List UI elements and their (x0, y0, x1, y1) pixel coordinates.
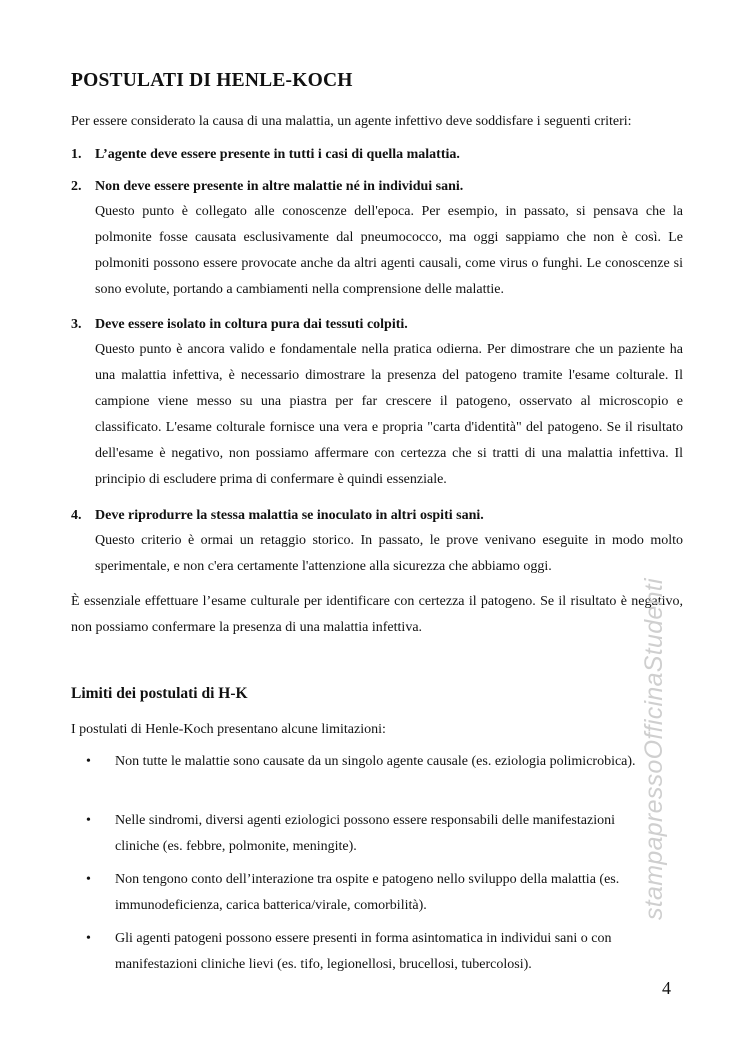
list-item-text: Nelle sindromi, diversi agenti eziologici possono essere responsabili delle manifestazioni cliniche (es. febbre, polmonite, meningite). (115, 813, 615, 854)
bullet-icon: • (86, 931, 91, 946)
limits-intro: I postulati di Henle-Koch presentano alcune limitazioni: (71, 722, 386, 737)
criterion-number: 2. (71, 179, 82, 194)
page-title: POSTULATI DI HENLE-KOCH (71, 70, 353, 91)
criterion-number: 4. (71, 508, 82, 523)
criterion-number: 3. (71, 317, 82, 332)
page-number: 4 (662, 978, 671, 998)
intro-paragraph: Per essere considerato la causa di una malattia, un agente infettivo deve soddisfare i seguenti criteri: (71, 114, 632, 129)
watermark-text: stampapressoOfficinaStudenti (640, 578, 668, 920)
criterion-number: 1. (71, 147, 82, 162)
section-heading-limits: Limiti dei postulati di H-K (71, 685, 248, 702)
criterion-heading: Non deve essere presente in altre malattie né in individui sani. (95, 179, 464, 194)
bullet-icon: • (86, 754, 91, 769)
closing-paragraph: È essenziale effettuare l’esame culturale per identificare con certezza il patogeno. Se il risultato è negativo, non possiamo confermare la presenza di una malattia infettiva. (71, 594, 683, 635)
list-item-text: Non tengono conto dell’interazione tra ospite e patogeno nello sviluppo della malattia (es. immunodeficienza, carica batterica/virale, comorbilità). (115, 872, 620, 913)
criterion-description: Questo punto è collegato alle conoscenze dell'epoca. Per esempio, in passato, si pensava che la polmonite fosse causata esclusivamente dal pneumococco, ma oggi sappiamo che non è così. Le polmoniti possono essere provocate anche da altri agenti causali, come virus o funghi. Le conoscenze si sono evolute, portando a cambiamenti nella comprensione delle malattie. (95, 204, 683, 297)
criterion-heading: L’agente deve essere presente in tutti i casi di quella malattia. (95, 147, 460, 162)
bullet-icon: • (86, 872, 91, 887)
list-item-text: Non tutte le malattie sono causate da un singolo agente causale (es. eziologia polimicrobica). (115, 754, 636, 769)
list-item-text: Gli agenti patogeni possono essere presenti in forma asintomatica in individui sani o con manifestazioni cliniche lievi (es. tifo, legionellosi, brucellosi, tubercolosi). (115, 931, 612, 972)
criterion-description: Questo punto è ancora valido e fondamentale nella pratica odierna. Per dimostrare che un paziente ha una malattia infettiva, è necessario dimostrare la presenza del patogeno tramite l'esame colturale. Il campione viene messo su una piastra per far crescere il patogeno, osservato al microscopio e classificato. L'esame colturale fornisce una vera e propria "carta d'identità" del patogeno. Se il risultato dell'esame è negativo, non possiamo affermare con certezza che si tratti di una malattia infettiva. Il principio di escludere prima di confermare è quindi essenziale. (95, 342, 683, 487)
criterion-heading: Deve riprodurre la stessa malattia se inoculato in altri ospiti sani. (95, 508, 484, 523)
criterion-description: Questo criterio è ormai un retaggio storico. In passato, le prove venivano eseguite in modo molto sperimentale, e non c'era certamente l'attenzione alla sicurezza che abbiamo oggi. (95, 533, 683, 574)
bullet-icon: • (86, 813, 91, 828)
criterion-heading: Deve essere isolato in coltura pura dai tessuti colpiti. (95, 317, 408, 332)
